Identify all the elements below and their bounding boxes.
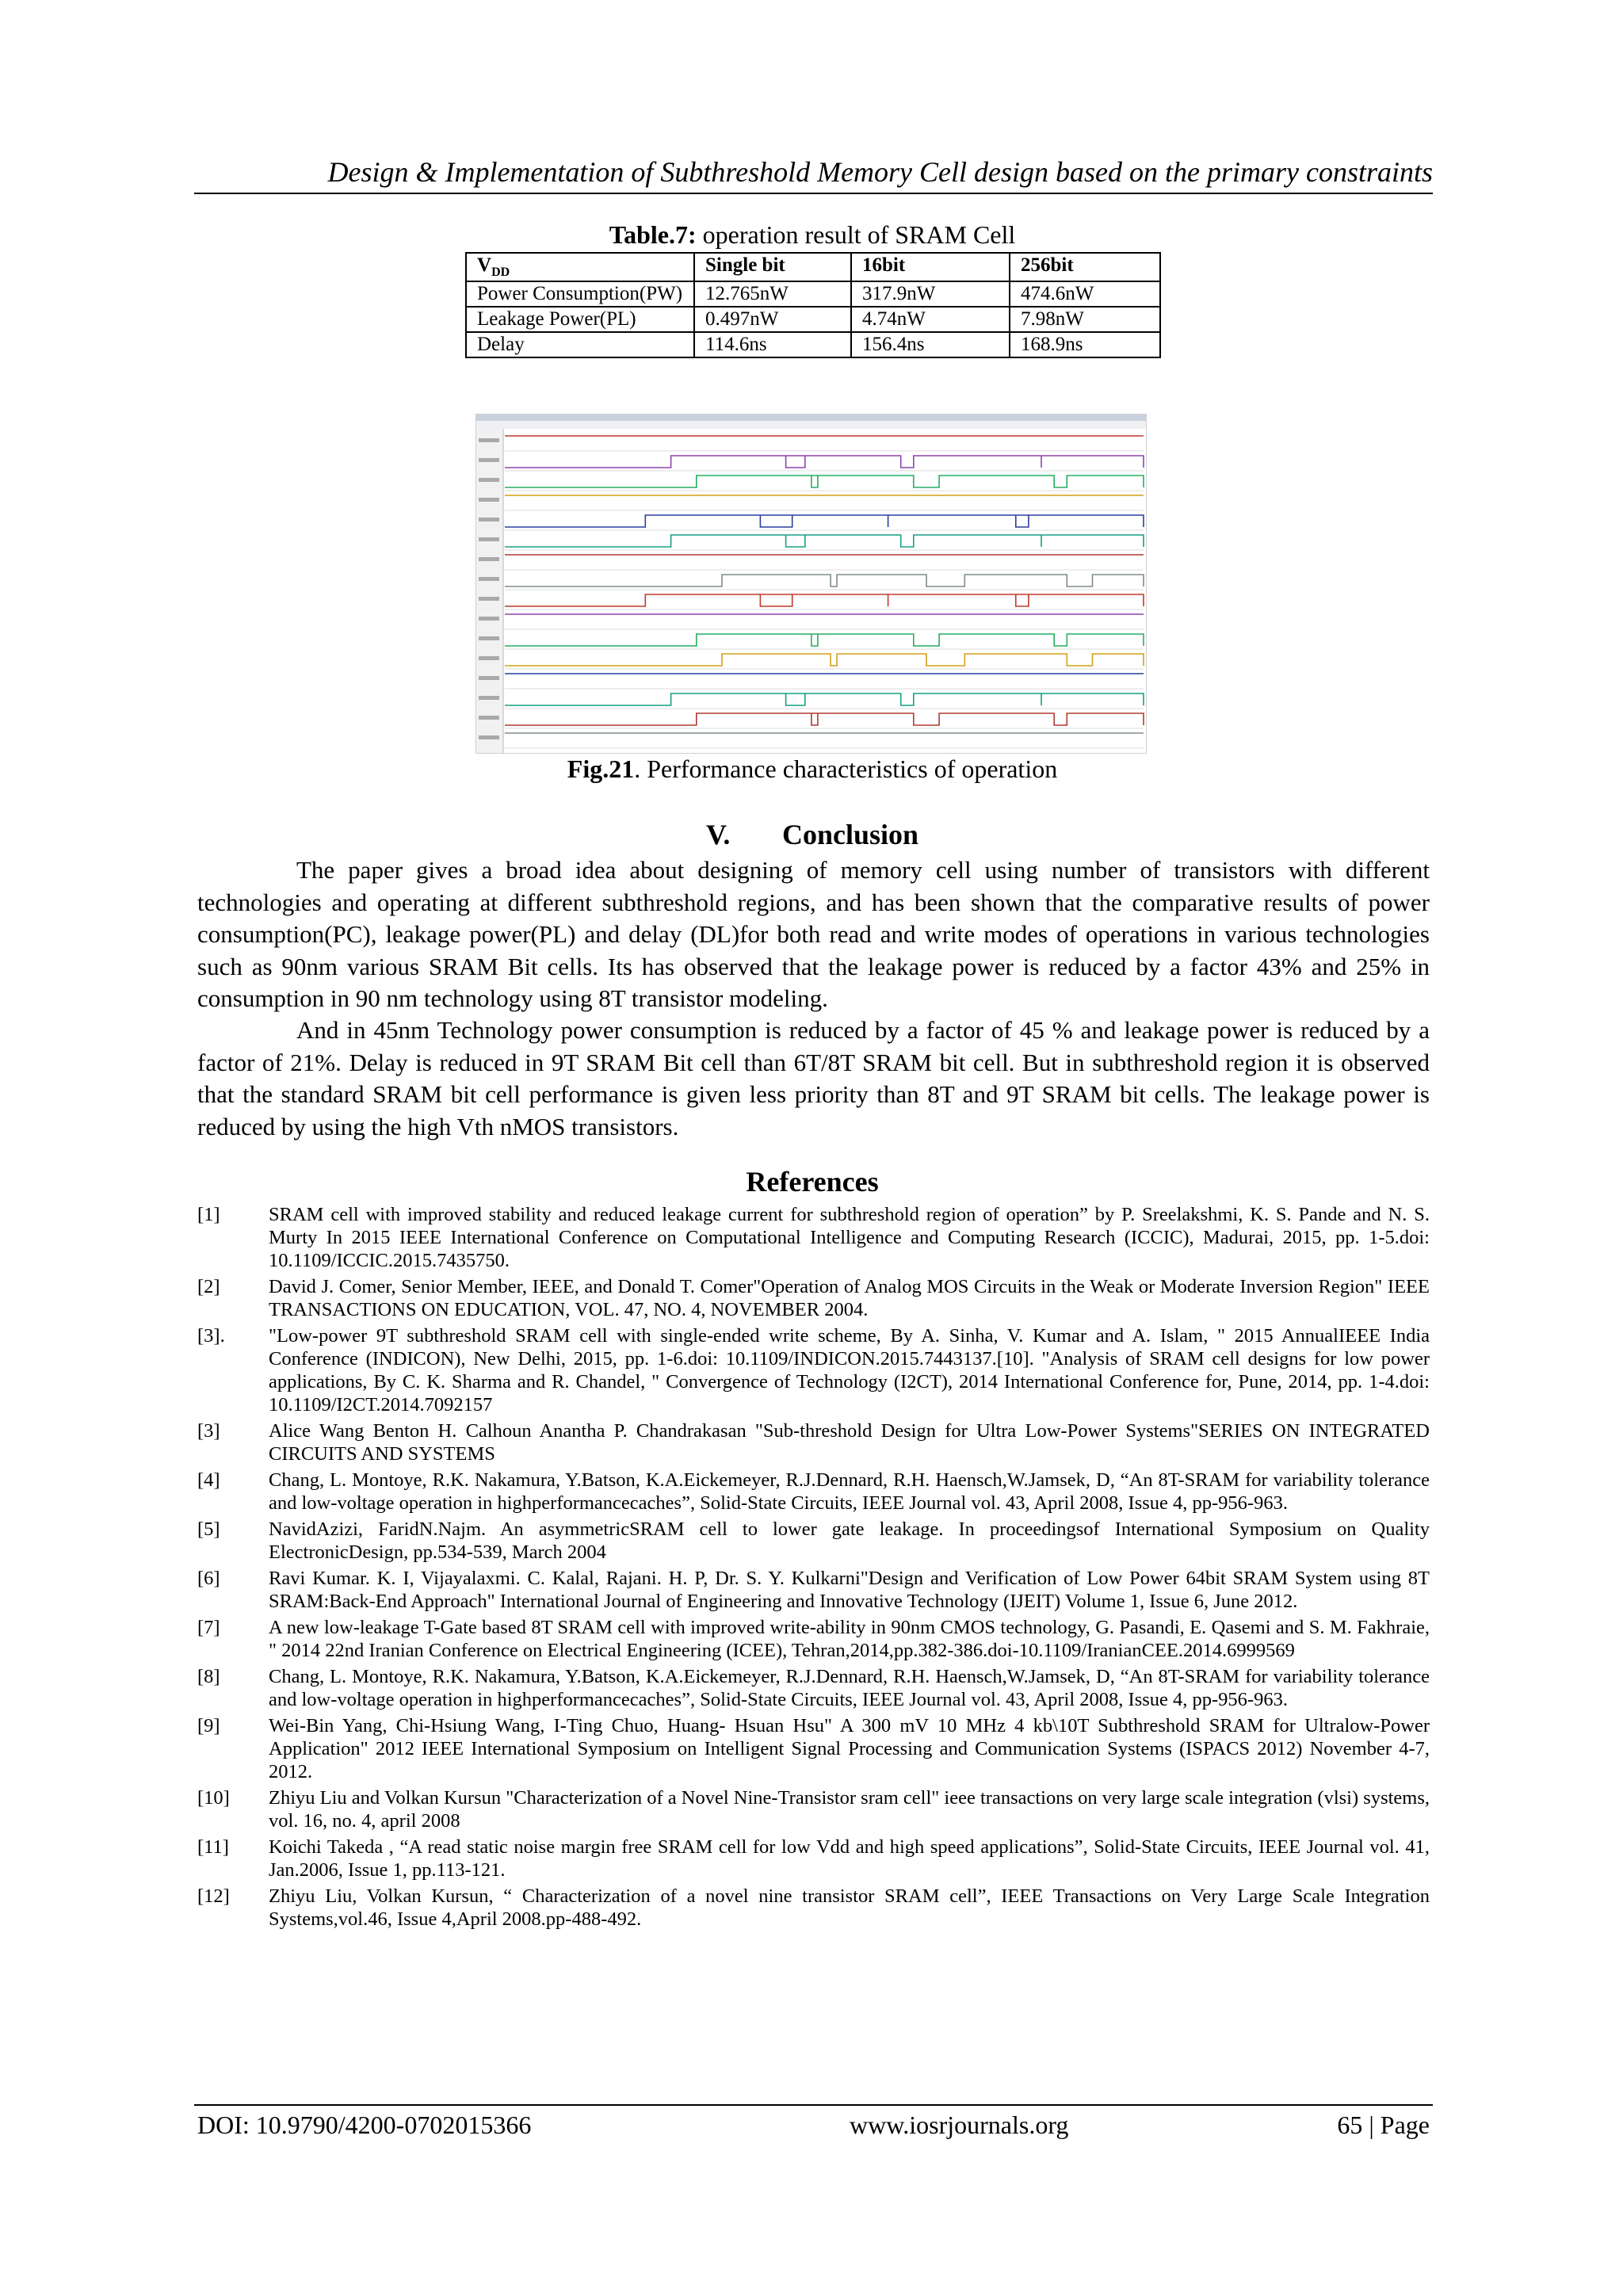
reference-number: [6]	[197, 1568, 220, 1589]
signal-waveform	[505, 693, 1144, 705]
header-cell-vdd: $V_{DD}$	[466, 253, 694, 281]
table-caption-label: Table.7:	[609, 220, 697, 249]
signal-waveform	[505, 634, 1144, 646]
reference-number: [5]	[197, 1519, 220, 1540]
signal-label	[479, 458, 499, 462]
table-cell: 0.497nW	[694, 307, 851, 332]
running-header: Design & Implementation of Subthreshold Memory Cell design based on the primary constraints	[327, 156, 1433, 188]
figure-caption-text: . Performance characteristics of operation	[634, 755, 1058, 783]
signal-waveform	[505, 535, 1144, 547]
header-cell-16bit: 16bit	[851, 253, 1010, 281]
signal-label	[479, 617, 499, 621]
signal-label	[479, 478, 499, 482]
signal-waveform	[505, 654, 1144, 666]
reference-item	[197, 1616, 1430, 1662]
signal-label	[479, 676, 499, 680]
signal-label	[479, 577, 499, 581]
table-header-row	[466, 253, 1160, 281]
table-caption-text: operation result of SRAM Cell	[696, 220, 1016, 249]
reference-text: "Low-power 9T subthreshold SRAM cell with single-ended write scheme, By A. Sinha, V. Kumar and A. Islam, " 2015 AnnualIEEE India Conference (INDICON), New Delhi, 2015, pp. 1-6.doi: 10.1109/INDICON.2015.7443137.[10]. "Analysis of SRAM cell designs for low power applications, By C. K. Sharma and R. Chandel, " Convergence of Technology (I2CT), 2014 International Conference for, Pune, 2014, pp. 1-4.doi: 10.1109/I2CT.2014.7092157	[269, 1325, 1430, 1415]
reference-item	[197, 1324, 1430, 1416]
table-row	[466, 332, 1160, 357]
section-number: V.	[705, 819, 731, 850]
table-cell: 168.9ns	[1010, 332, 1160, 357]
signal-label	[479, 597, 499, 601]
reference-text: Alice Wang Benton H. Calhoun Anantha P. Chandrakasan "Sub-threshold Design for Ultra Low-Power Systems"SERIES ON INTEGRATED CIRCUITS AND SYSTEMS	[269, 1420, 1430, 1465]
table-cell: 7.98nW	[1010, 307, 1160, 332]
reference-text: NavidAzizi, FaridN.Najm. An asymmetricSRAM cell to lower gate leakage. In proceedingsof International Symposium on Quality ElectronicDesign, pp.534-539, March 2004	[269, 1519, 1430, 1563]
reference-item	[197, 1419, 1430, 1465]
reference-text: Chang, L. Montoye, R.K. Nakamura, Y.Batson, K.A.Eickemeyer, R.J.Dennard, R.H. Haensch,W.Jamsek, D, “An 8T-SRAM for variability tolerance and low-voltage operation in highperformancecaches”, Solid-State Circuits, IEEE Journal vol. 43, April 2008, Issue 4, pp-956-963.	[269, 1469, 1430, 1514]
reference-text: Zhiyu Liu, Volkan Kursun, “ Characterization of a novel nine transistor SRAM cell”, IEEE Transactions on Very Large Scale Integration Systems,vol.46, Issue 4,April 2008.pp-488-492.	[269, 1885, 1430, 1930]
footer-website: www.iosrjournals.org	[850, 2111, 1069, 2139]
figure-caption	[475, 755, 1149, 784]
reference-item	[197, 1665, 1430, 1711]
table-cell: 12.765nW	[694, 281, 851, 307]
reference-number: [3].	[197, 1325, 225, 1347]
reference-text: Zhiyu Liu and Volkan Kursun "Characterization of a Novel Nine-Transistor sram cell" ieee transactions on very large scale integration (vlsi) systems, vol. 16, no. 4, april 2008	[269, 1787, 1430, 1832]
table-cell: 156.4ns	[851, 332, 1010, 357]
signal-label	[479, 716, 499, 720]
signal-label	[479, 656, 499, 660]
table-cell: Leakage Power(PL)	[466, 307, 694, 332]
table-cell: 4.74nW	[851, 307, 1010, 332]
signal-waveform	[505, 575, 1144, 586]
reference-text: Ravi Kumar. K. I, Vijayalaxmi. C. Kalal, Rajani. H. P, Dr. S. Y. Kulkarni"Design and Verification of Low Power 64bit SRAM System using 8T SRAM:Back-End Approach" International Journal of Engineering and Innovative Technology (IJEIT) Volume 1, Issue 6, June 2012.	[269, 1568, 1430, 1612]
signal-label	[479, 696, 499, 700]
reference-number: [9]	[197, 1715, 220, 1736]
signal-waveform	[505, 476, 1144, 487]
signal-label	[479, 557, 499, 561]
reference-item	[197, 1836, 1430, 1881]
conclusion-paragraph: And in 45nm Technology power consumption is reduced by a factor of 45 % and leakage power is reduced by a factor of 21%. Delay is reduced in 9T SRAM Bit cell than 6T/8T SRAM bit cell. But in subthreshold region it is observed that the standard SRAM bit cell performance is given less priority than 8T and 9T SRAM bit cells. The leakage power is reduced by using the high Vth nMOS transistors.	[197, 1016, 1430, 1140]
conclusion-paragraph: The paper gives a broad idea about designing of memory cell using number of transistors with different technologies and operating at different subthreshold regions, and has been shown that the comparative results of power consumption(PC), leakage power(PL) and delay (DL)for both read and write modes of operations in various technologies such as 90nm various SRAM Bit cells. Its has observed that the leakage power is reduced by a factor 43% and 25% in consumption in 90 nm technology using 8T transistor modeling.	[197, 856, 1430, 1012]
signal-label	[479, 636, 499, 640]
signal-label	[479, 735, 499, 739]
reference-number: [11]	[197, 1836, 229, 1858]
signal-label	[479, 518, 499, 521]
reference-text: Wei-Bin Yang, Chi-Hsiung Wang, I-Ting Chuo, Huang- Hsuan Hsu" A 300 mV 10 MHz 4 kb\10T Subthreshold SRAM for Ultralow-Power Application" 2012 IEEE International Symposium on Intelligent Signal Processing and Communication Systems (ISPACS 2012) November 4-7, 2012.	[269, 1715, 1430, 1782]
header-rule	[194, 193, 1433, 194]
reference-item	[197, 1203, 1430, 1272]
section-title: Conclusion	[781, 819, 919, 850]
reference-number: [4]	[197, 1469, 220, 1491]
signal-waveform	[505, 713, 1144, 725]
table-cell: 114.6ns	[694, 332, 851, 357]
reference-number: [2]	[197, 1276, 220, 1297]
reference-text: Koichi Takeda , “A read static noise margin free SRAM cell for low Vdd and high speed applications”, Solid-State Circuits, IEEE Journal vol. 41, Jan.2006, Issue 1, pp.113-121.	[269, 1836, 1430, 1881]
reference-item	[197, 1714, 1430, 1783]
table-cell: 474.6nW	[1010, 281, 1160, 307]
reference-number: [3]	[197, 1420, 220, 1442]
footer-page-number: 65 | Page	[1337, 2111, 1430, 2139]
table-cell: Power Consumption(PW)	[466, 281, 694, 307]
reference-list	[197, 1203, 1430, 1934]
reference-number: [1]	[197, 1204, 220, 1225]
table-caption	[475, 220, 1149, 250]
reference-text: Chang, L. Montoye, R.K. Nakamura, Y.Batson, K.A.Eickemeyer, R.J.Dennard, R.H. Haensch,W.Jamsek, D, “An 8T-SRAM for variability tolerance and low-voltage operation in highperformancecaches”, Solid-State Circuits, IEEE Journal vol. 43, April 2008, Issue 4, pp-956-963.	[269, 1666, 1430, 1710]
header-cell-single-bit: Single bit	[694, 253, 851, 281]
reference-item	[197, 1786, 1430, 1832]
reference-number: [12]	[197, 1885, 230, 1907]
signal-label	[479, 438, 499, 442]
signal-label	[479, 498, 499, 502]
reference-number: [10]	[197, 1787, 230, 1809]
reference-number: [7]	[197, 1617, 220, 1638]
references-heading: References	[746, 1166, 879, 1198]
section-heading-conclusion	[475, 818, 1149, 851]
reference-text: SRAM cell with improved stability and reduced leakage current for subthreshold region of operation” by P. Sreelakshmi, K. S. Pande and N. S. Murty In 2015 IEEE International Conference on Computational Intelligence and Computing Research (ICCIC), Madurai, 2015, pp. 1-5.doi: 10.1109/ICCIC.2015.7435750.	[269, 1204, 1430, 1271]
table-row	[466, 281, 1160, 307]
signal-waveform	[505, 594, 1144, 606]
reference-item	[197, 1275, 1430, 1321]
table-cell: Delay	[466, 332, 694, 357]
reference-text: A new low-leakage T-Gate based 8T SRAM cell with improved write-ability in 90nm CMOS technology, G. Pasandi, E. Qasemi and S. M. Fakhraie, " 2014 22nd Iranian Conference on Electrical Engineering (ICEE), Tehran,2014,pp.382-386.doi-10.1109/IranianCEE.2014.6999569	[269, 1617, 1430, 1661]
table-cell: 317.9nW	[851, 281, 1010, 307]
header-cell-256bit: 256bit	[1010, 253, 1160, 281]
reference-number: [8]	[197, 1666, 220, 1687]
footer-rule	[194, 2104, 1433, 2106]
reference-item	[197, 1518, 1430, 1564]
waveform-figure	[475, 414, 1147, 754]
results-table	[465, 252, 1161, 358]
reference-text: David J. Comer, Senior Member, IEEE, and Donald T. Comer"Operation of Analog MOS Circuits in the Weak or Moderate Inversion Region" IEEE TRANSACTIONS ON EDUCATION, VOL. 47, NO. 4, NOVEMBER 2004.	[269, 1276, 1430, 1320]
figure-caption-label: Fig.21	[567, 755, 635, 783]
signal-label	[479, 537, 499, 541]
footer-doi: DOI: 10.9790/4200-0702015366	[197, 2111, 532, 2139]
signal-waveform	[505, 515, 1144, 527]
reference-item	[197, 1885, 1430, 1931]
signal-waveform	[505, 456, 1144, 468]
reference-item	[197, 1567, 1430, 1613]
waveform-screenshot-image	[476, 415, 1146, 753]
table-row	[466, 307, 1160, 332]
reference-item	[197, 1469, 1430, 1515]
